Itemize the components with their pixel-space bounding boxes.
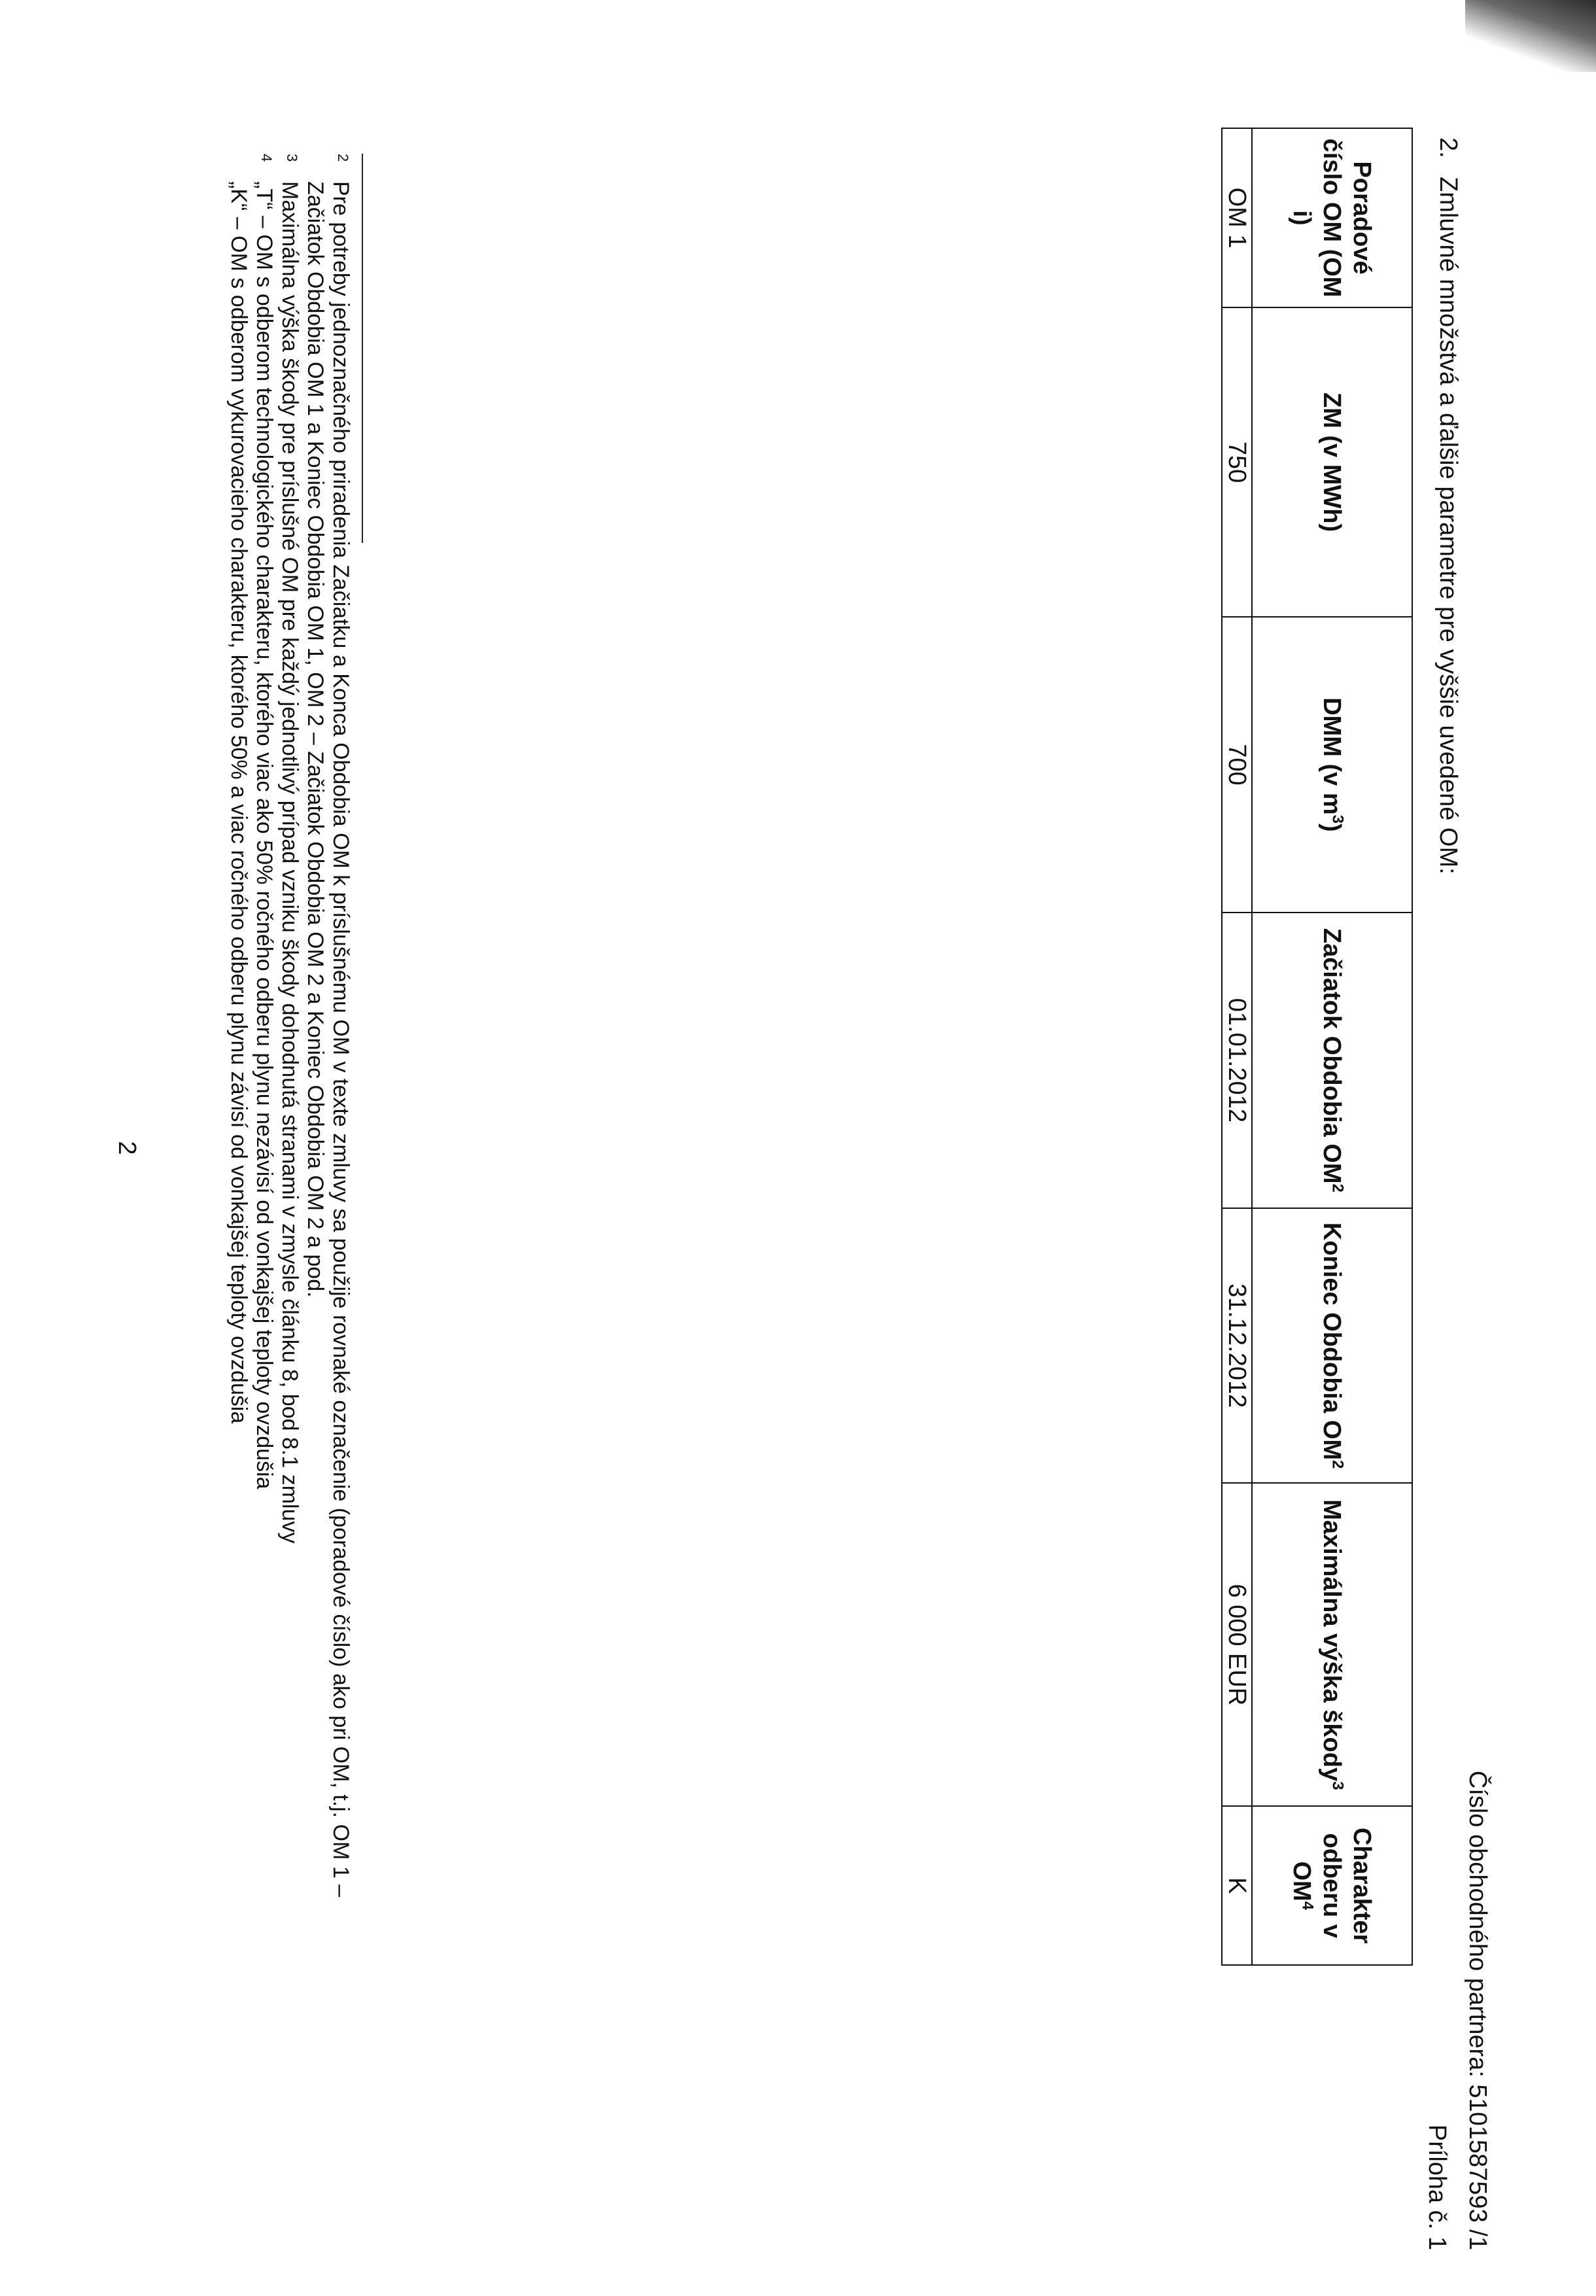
footnote-4 xyxy=(226,154,277,1992)
footnote-marker: 2 xyxy=(335,154,351,162)
page-number: 2 xyxy=(113,1141,141,1155)
footnote-2 xyxy=(302,154,353,1992)
parameters-table xyxy=(1221,128,1413,1966)
footnotes xyxy=(226,154,353,1992)
column-header-period-start: Začiatok Obdobia $OM^2$ xyxy=(1252,913,1412,1208)
column-header-dmm: DMM (v $m^3$) xyxy=(1252,617,1412,913)
cell-period-end: 31.12.2012 xyxy=(1222,1208,1252,1484)
cell-dmm: 700 xyxy=(1222,617,1252,913)
document-header xyxy=(1417,1771,1498,2250)
footnote-divider xyxy=(362,154,363,543)
table-header-row xyxy=(1252,128,1412,1965)
footnote-line: Pre potreby jednoznačného priradenia Začiatku a Konca Obdobia OM k príslušnému OM v texte zmluvy sa použije rovnaké označenie (poradové číslo) ako pri OM, t.j. OM 1 – xyxy=(328,181,353,1898)
section-number: 2. xyxy=(1434,137,1462,158)
footnote-line: Začiatok Obdobia OM 1 a Koniec Obdobia OM 1, OM 2 – Začiatok Obdobia OM 2 a Koniec Obdobia OM 2 a pod. xyxy=(303,181,328,1298)
section-heading xyxy=(1434,137,1462,875)
footnote-marker: 4 xyxy=(258,154,275,162)
column-header-period-end: Koniec Obdobia $OM^2$ xyxy=(1252,1208,1412,1484)
cell-consumption-type: K xyxy=(1222,1806,1252,1965)
footnote-line: „K“ – OM s odberom vykurovacieho charakteru, ktorého 50% a viac ročného odberu plynu závisí od vonkajšej teploty ovzdušia xyxy=(226,181,251,1424)
cell-period-start: 01.01.2012 xyxy=(1222,913,1252,1208)
cell-zm: 750 xyxy=(1222,307,1252,617)
table-row xyxy=(1222,128,1252,1965)
footnote-line: „T“ – OM s odberom technologického charakteru, ktorého viac ako 50% ročného odberu plynu nezávisí od vonkajšej teploty ovzdušia xyxy=(252,181,277,1489)
cell-om-number: OM 1 xyxy=(1222,128,1252,307)
annex-label: Príloha č. 1 xyxy=(1423,2124,1451,2250)
column-header-om-number: Poradové číslo OM (OM i) xyxy=(1252,128,1412,307)
section-title: Zmluvné množstvá a ďalšie parametre pre vyššie uvedené OM: xyxy=(1434,177,1462,875)
cell-max-damage: 6 000 EUR xyxy=(1222,1483,1252,1806)
partner-number: Číslo obchodného partnera: 5101587593 /1 xyxy=(1464,1770,1491,2250)
footnote-line: Maximálna výška škody pre príslušné OM pre každý jednotlivý prípad vzniku škody dohodnutá stranami v zmysle článku 8, bod 8.1 zmluvy xyxy=(277,181,302,1544)
column-header-consumption-type: Charakter odberu v $OM^4$ xyxy=(1252,1806,1412,1965)
column-header-zm: ZM (v MWh) xyxy=(1252,307,1412,617)
footnote-marker: 3 xyxy=(284,154,300,162)
footnote-3 xyxy=(277,154,302,1992)
column-header-max-damage: Maximálna výška škody$^3$ xyxy=(1252,1483,1412,1806)
